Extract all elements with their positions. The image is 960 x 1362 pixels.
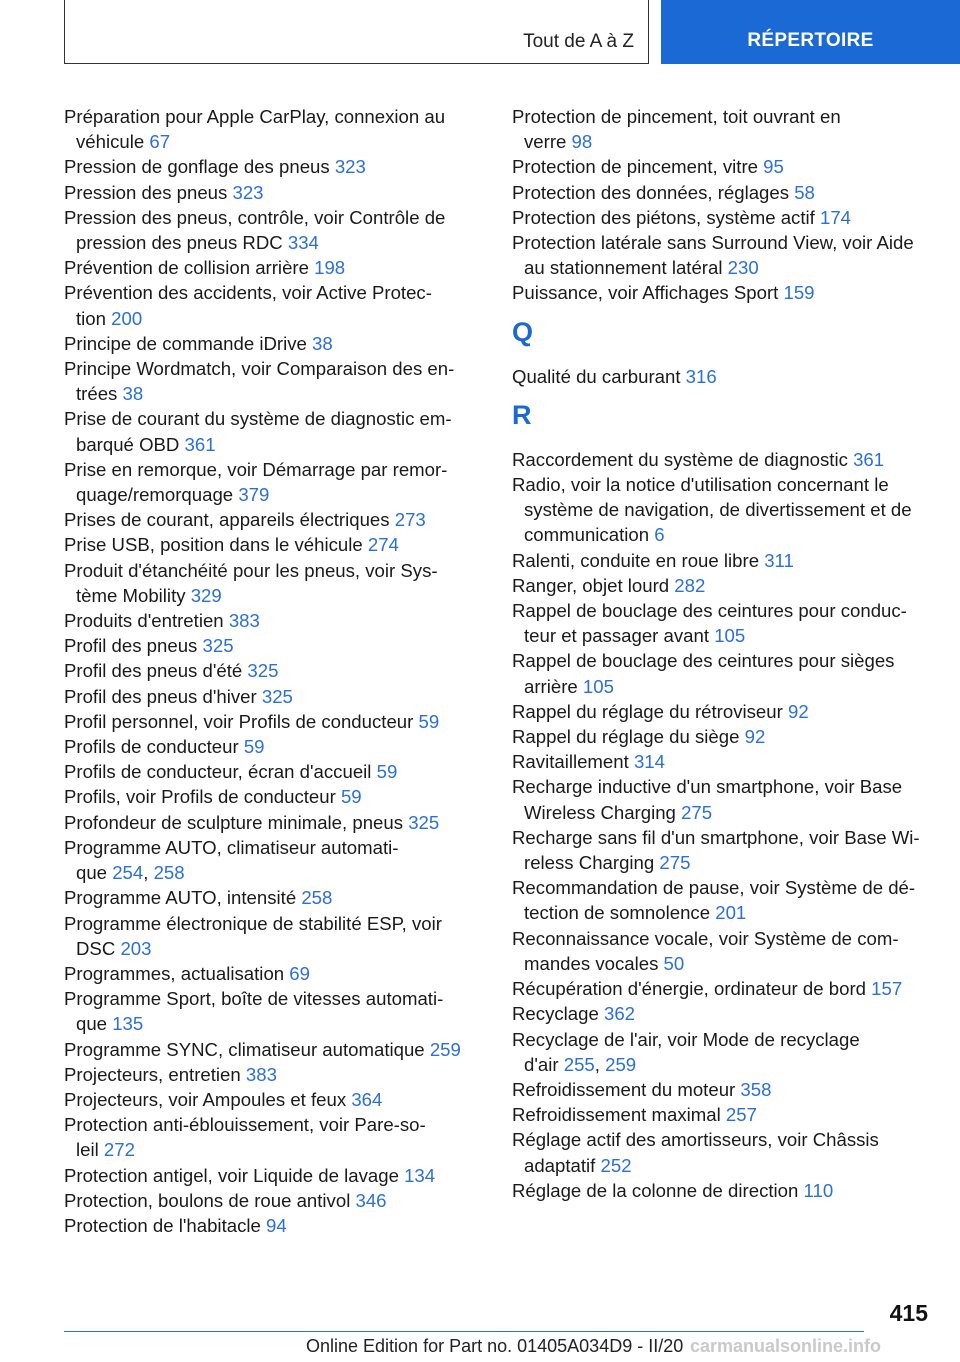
index-entry [512,154,932,179]
index-entry [64,961,476,986]
page-reference-link[interactable]: 94 [266,1214,287,1236]
index-entry [64,734,476,759]
page-reference-link[interactable]: 316 [685,365,717,387]
page-reference-link[interactable]: 361 [853,448,885,470]
index-entry-text: Prises de courant, appareils électriques [64,509,390,531]
index-entry [512,825,932,875]
index-entry-text: Programme AUTO, climatiseur automati‐ [64,836,399,858]
index-entry [512,205,932,230]
index-entry [64,331,476,356]
page-reference-link[interactable]: 230 [727,257,759,279]
index-entry-text: Recyclage [512,1003,599,1025]
header-chapter-tab [661,0,960,64]
index-entry-text: Protection antigel, voir Liquide de lavage [64,1164,399,1186]
index-entry-text: Programme électronique de stabilité ESP, voir [64,912,442,934]
index-entry [64,280,476,330]
index-entry-text: Puissance, voir Affichages Sport [512,282,779,304]
index-entry [512,598,932,648]
page-reference-link[interactable]: 383 [245,1063,277,1085]
index-entry-text: Protection latérale sans Surround View, voir Aide [512,232,914,254]
index-entry-text: véhicule [76,131,145,153]
index-entry [64,1037,476,1062]
index-entry-text: Produit d'étanchéité pour les pneus, voir Sys‐ [64,559,438,581]
index-entry-text: Ranger, objet lourd [512,574,670,596]
index-entry-text: Pression de gonflage des pneus [64,156,330,178]
index-entry [512,364,932,389]
page-reference-link[interactable]: 110 [803,1179,834,1201]
index-entry-text: Réglage actif des amortisseurs, voir Châssis [512,1129,879,1151]
header-section-tab [64,0,649,64]
page-reference-link[interactable]: 323 [232,181,264,203]
index-entry-text: Profils de conducteur, écran d'accueil [64,761,372,783]
index-entry-text: Programmes, actualisation [64,962,285,984]
index-entry [64,154,476,179]
index-entry-text: tection de somnolence [524,902,711,924]
index-entry [64,759,476,784]
index-entry [512,447,932,472]
index-entry-text: arrière [524,675,578,697]
index-entry-text: verre [524,131,567,153]
index-entry-text: Projecteurs, entretien [64,1063,241,1085]
index-entry [512,976,932,1001]
index-entry-text: Protection des données, réglages [512,181,790,203]
index-entry-text: Rappel du réglage du siège [512,726,740,748]
page-reference-link[interactable]: 275 [681,801,713,823]
index-entry [512,104,932,154]
page-reference-link[interactable]: 259 [605,1053,637,1075]
index-entry [64,1188,476,1213]
index-entry [64,658,476,683]
index-entry-text: leil [76,1139,99,1161]
index-entry [512,180,932,205]
page-reference-link[interactable]: 325 [408,811,440,833]
page-reference-link[interactable]: 329 [190,584,222,606]
page-reference-link[interactable]: 159 [783,282,815,304]
index-entry-text: Recharge inductive d'un smartphone, voir Base [512,776,903,798]
index-entry [64,406,476,456]
page-reference-link[interactable]: 134 [404,1164,436,1186]
page-reference-link[interactable]: 361 [184,433,216,455]
index-entry [64,911,476,961]
page-reference-link[interactable]: 92 [787,700,809,722]
page-reference-link[interactable]: 346 [355,1189,387,1211]
watermark-text: carmanualsonline.info [690,1336,882,1356]
index-entry-text: Réglage de la colonne de direction [512,1179,799,1201]
page-reference-link[interactable]: 135 [112,1013,144,1035]
page-reference-link[interactable]: 334 [287,232,319,254]
index-entry-text: d'air [524,1053,559,1075]
page-reference-link[interactable]: 258 [301,887,333,909]
page-reference-link[interactable]: 69 [289,962,310,984]
index-entry [512,230,932,280]
index-entry [64,255,476,280]
index-entry-text: adaptatif [524,1154,596,1176]
index-entry-text: Protection de pincement, vitre [512,156,758,178]
index-entry [64,1062,476,1087]
page-reference-link[interactable]: 59 [376,761,398,783]
page-reference-link[interactable]: 272 [103,1139,135,1161]
index-entry-text: Profil personnel, voir Profils de conducteur [64,710,414,732]
index-entry-text: Profondeur de sculpture minimale, pneus [64,811,404,833]
index-entry-text: au stationnement latéral [524,257,723,279]
index-entry [64,558,476,608]
index-entry-text: Programme SYNC, climatiseur automatique [64,1038,425,1060]
page-number: 415 [889,1300,928,1326]
page-reference-link[interactable]: 98 [571,131,593,153]
index-column-right [512,104,932,1203]
page-reference-link[interactable]: 50 [663,952,685,974]
footer-divider [64,1331,864,1332]
index-entry-text: teur et passager avant [524,625,710,647]
page-reference-link[interactable]: 254 [112,862,144,884]
index-entry-text: communication [524,524,650,546]
index-letter-heading: R [512,399,532,430]
page-reference-link[interactable]: 282 [674,574,706,596]
index-entry [512,749,932,774]
page-reference-link[interactable]: 314 [633,751,665,773]
index-entry-text: Prévention des accidents, voir Active Protec‐ [64,282,432,304]
index-entry [64,507,476,532]
index-entry [64,457,476,507]
index-entry [512,1001,932,1026]
index-entry-text: Protection anti-éblouissement, voir Pare-so‐ [64,1114,426,1136]
index-entry-text: Principe Wordmatch, voir Comparaison des en‐ [64,358,455,380]
index-entry [64,633,476,658]
index-entry [64,784,476,809]
header-section-title: Tout de A à Z [523,31,634,52]
index-entry [512,648,932,698]
index-entry-text: Projecteurs, voir Ampoules et feux [64,1088,347,1110]
index-entry-text: mandes vocales [524,952,659,974]
index-entry-text: Programme Sport, boîte de vitesses automati‐ [64,988,444,1010]
index-entry-text: que [76,1013,108,1035]
page-reference-link[interactable]: 311 [764,549,794,571]
index-entry [64,356,476,406]
page-reference-link[interactable]: 67 [149,131,171,153]
page-reference-link[interactable]: 203 [120,937,152,959]
index-entry-text: Rappel du réglage du rétroviseur [512,700,783,722]
index-entry-text: Préparation pour Apple CarPlay, connexion au [64,106,446,127]
index-entry-text: reless Charging [524,852,655,874]
index-entry [512,875,932,925]
index-entry-text: Prévention de collision arrière [64,257,309,279]
page-reference-link[interactable]: 325 [202,635,234,657]
index-entry [64,608,476,633]
page-reference-link[interactable]: 364 [351,1088,383,1110]
index-entry-text: Radio, voir la notice d'utilisation concernant le [512,474,889,496]
index-entry [64,1112,476,1162]
index-entry-text: Profil des pneus d'été [64,660,243,682]
index-entry [512,1102,932,1127]
page-reference-link[interactable]: 58 [794,181,815,203]
index-entry-text: Protection des piétons, système actif [512,206,815,228]
index-entry-text: Protection de pincement, toit ouvrant en [512,106,841,127]
index-entry [512,926,932,976]
index-entry-text: tème Mobility [76,584,186,606]
index-entry-text: Produits d'entretien [64,610,224,632]
page-reference-link[interactable]: 157 [871,978,903,1000]
index-entry-text: Rappel de bouclage des ceintures pour sièges [512,650,895,672]
page-reference-link[interactable]: 325 [247,660,279,682]
page-reference-link[interactable]: 38 [312,332,333,354]
index-entry-text: Qualité du carburant [512,365,681,387]
index-entry-text: Protection de l'habitacle [64,1214,261,1236]
index-entry [64,532,476,557]
index-entry-text: Recommandation de pause, voir Système de dé‐ [512,877,916,899]
index-entry-text: Prise de courant du système de diagnostic em‐ [64,408,452,430]
index-column-left [64,104,476,1238]
index-entry: Programme AUTO, climatiseur automati‐ que 254, 258 [64,836,399,884]
index-entry [64,684,476,709]
index-entry [512,1127,932,1177]
page-reference-link[interactable]: 383 [228,610,260,632]
index-entry [64,180,476,205]
page-reference-link[interactable]: 379 [238,484,270,506]
page-reference-link[interactable]: 274 [367,534,399,556]
index-entry-text: Pression des pneus [64,181,228,203]
index-entry-text: Recyclage de l'air, voir Mode de recyclage [512,1028,860,1050]
index-entry-text: Refroidissement du moteur [512,1078,736,1100]
index-entry-text: Recharge sans fil d'un smartphone, voir Base Wi‐ [512,826,920,848]
page-reference-link[interactable]: 358 [740,1078,772,1100]
index-entry-text: pression des pneus RDC [76,232,283,254]
page-reference-link[interactable]: 257 [725,1104,757,1126]
index-entry [64,1163,476,1188]
page-reference-link[interactable]: 258 [153,862,185,884]
page-reference-link[interactable]: 323 [334,156,366,178]
page-reference-link[interactable]: 273 [394,509,426,531]
index-entry-text: Raccordement du système de diagnostic [512,448,848,470]
index-entry [512,699,932,724]
index-entry-text: système de navigation, de divertissement et de [524,499,912,521]
page-reference-link[interactable]: 362 [604,1003,636,1025]
page-reference-link[interactable]: 174 [819,206,852,228]
index-entry-text: Récupération d'énergie, ordinateur de bord [512,978,866,1000]
page-reference-link[interactable]: 6 [654,524,665,546]
index-entry-text: tion [76,307,106,329]
index-entry-text: Ralenti, conduite en roue libre [512,549,760,571]
page-reference-link[interactable]: 275 [659,852,691,874]
index-entry-text: quage/remorquage [76,484,234,506]
index-entry [64,709,476,734]
page-reference-link[interactable]: 201 [715,902,747,924]
index-entry-text: Profils, voir Profils de conducteur [64,786,336,808]
page-reference-link[interactable]: 255 [563,1053,595,1075]
page-reference-link[interactable]: 105 [582,675,614,697]
index-entry: Recyclage de l'air, voir Mode de recyclage d'air 255, 259 [512,1028,860,1075]
page-reference-link[interactable]: 105 [714,625,746,647]
index-entry [64,885,476,910]
index-entry-text: Rappel de bouclage des ceintures pour conduc‐ [512,600,907,622]
index-entry-text: Programme AUTO, intensité [64,887,297,909]
page-reference-link[interactable]: 259 [429,1038,461,1060]
index-entry [512,724,932,749]
page-reference-link[interactable]: 198 [314,257,346,279]
page-reference-link[interactable]: 38 [122,383,144,405]
index-entry-text: Prise USB, position dans le véhicule [64,534,363,556]
index-entry-text: Profils de conducteur [64,736,239,758]
index-entry [512,280,932,305]
index-entry-text: Profil des pneus [64,635,198,657]
index-entry [512,472,932,548]
page-reference-link[interactable]: 59 [243,736,265,758]
index-entry-text: Reconnaissance vocale, voir Système de com‐ [512,927,899,949]
index-entry-text: Refroidissement maximal [512,1104,721,1126]
index-entry-text: Principe de commande iDrive [64,332,307,354]
page-reference-link[interactable]: 325 [261,685,293,707]
index-entry-text: Pression des pneus, contrôle, voir Contrôle de [64,206,446,228]
page-reference-link[interactable]: 59 [340,786,362,808]
index-entry-text: trées [76,383,118,405]
index-entry-text: barqué OBD [76,433,180,455]
index-entry [512,573,932,598]
index-entry [64,1213,476,1238]
index-entry-text: Profil des pneus d'hiver [64,685,257,707]
index-entry-text: Wireless Charging [524,801,676,823]
index-entry [64,205,476,255]
page-reference-link[interactable]: 59 [418,710,440,732]
index-entry [512,774,932,824]
index-entry-text: Protection, boulons de roue antivol [64,1189,351,1211]
index-entry [512,1178,932,1203]
page-reference-link[interactable]: 95 [763,156,784,178]
page-reference-link[interactable]: 200 [111,307,143,329]
index-entry-text: Ravitaillement [512,751,629,773]
index-entry-text: Prise en remorque, voir Démarrage par remor‐ [64,458,448,480]
edition-text: Online Edition for Part no. 01405A034D9 - II/20 [306,1336,684,1356]
index-letter-heading: Q [512,316,534,347]
index-entry [64,1087,476,1112]
index-entry [64,986,476,1036]
index-entry-text: que [76,862,108,884]
index-entry [512,1077,932,1102]
index-entry-text: DSC [76,937,116,959]
page-reference-link[interactable]: 252 [600,1154,632,1176]
header-chapter-title: RÉPERTOIRE [747,30,874,51]
index-entry [512,548,932,573]
page-reference-link[interactable]: 92 [744,726,766,748]
index-entry [64,810,476,835]
index-entry [64,104,476,154]
